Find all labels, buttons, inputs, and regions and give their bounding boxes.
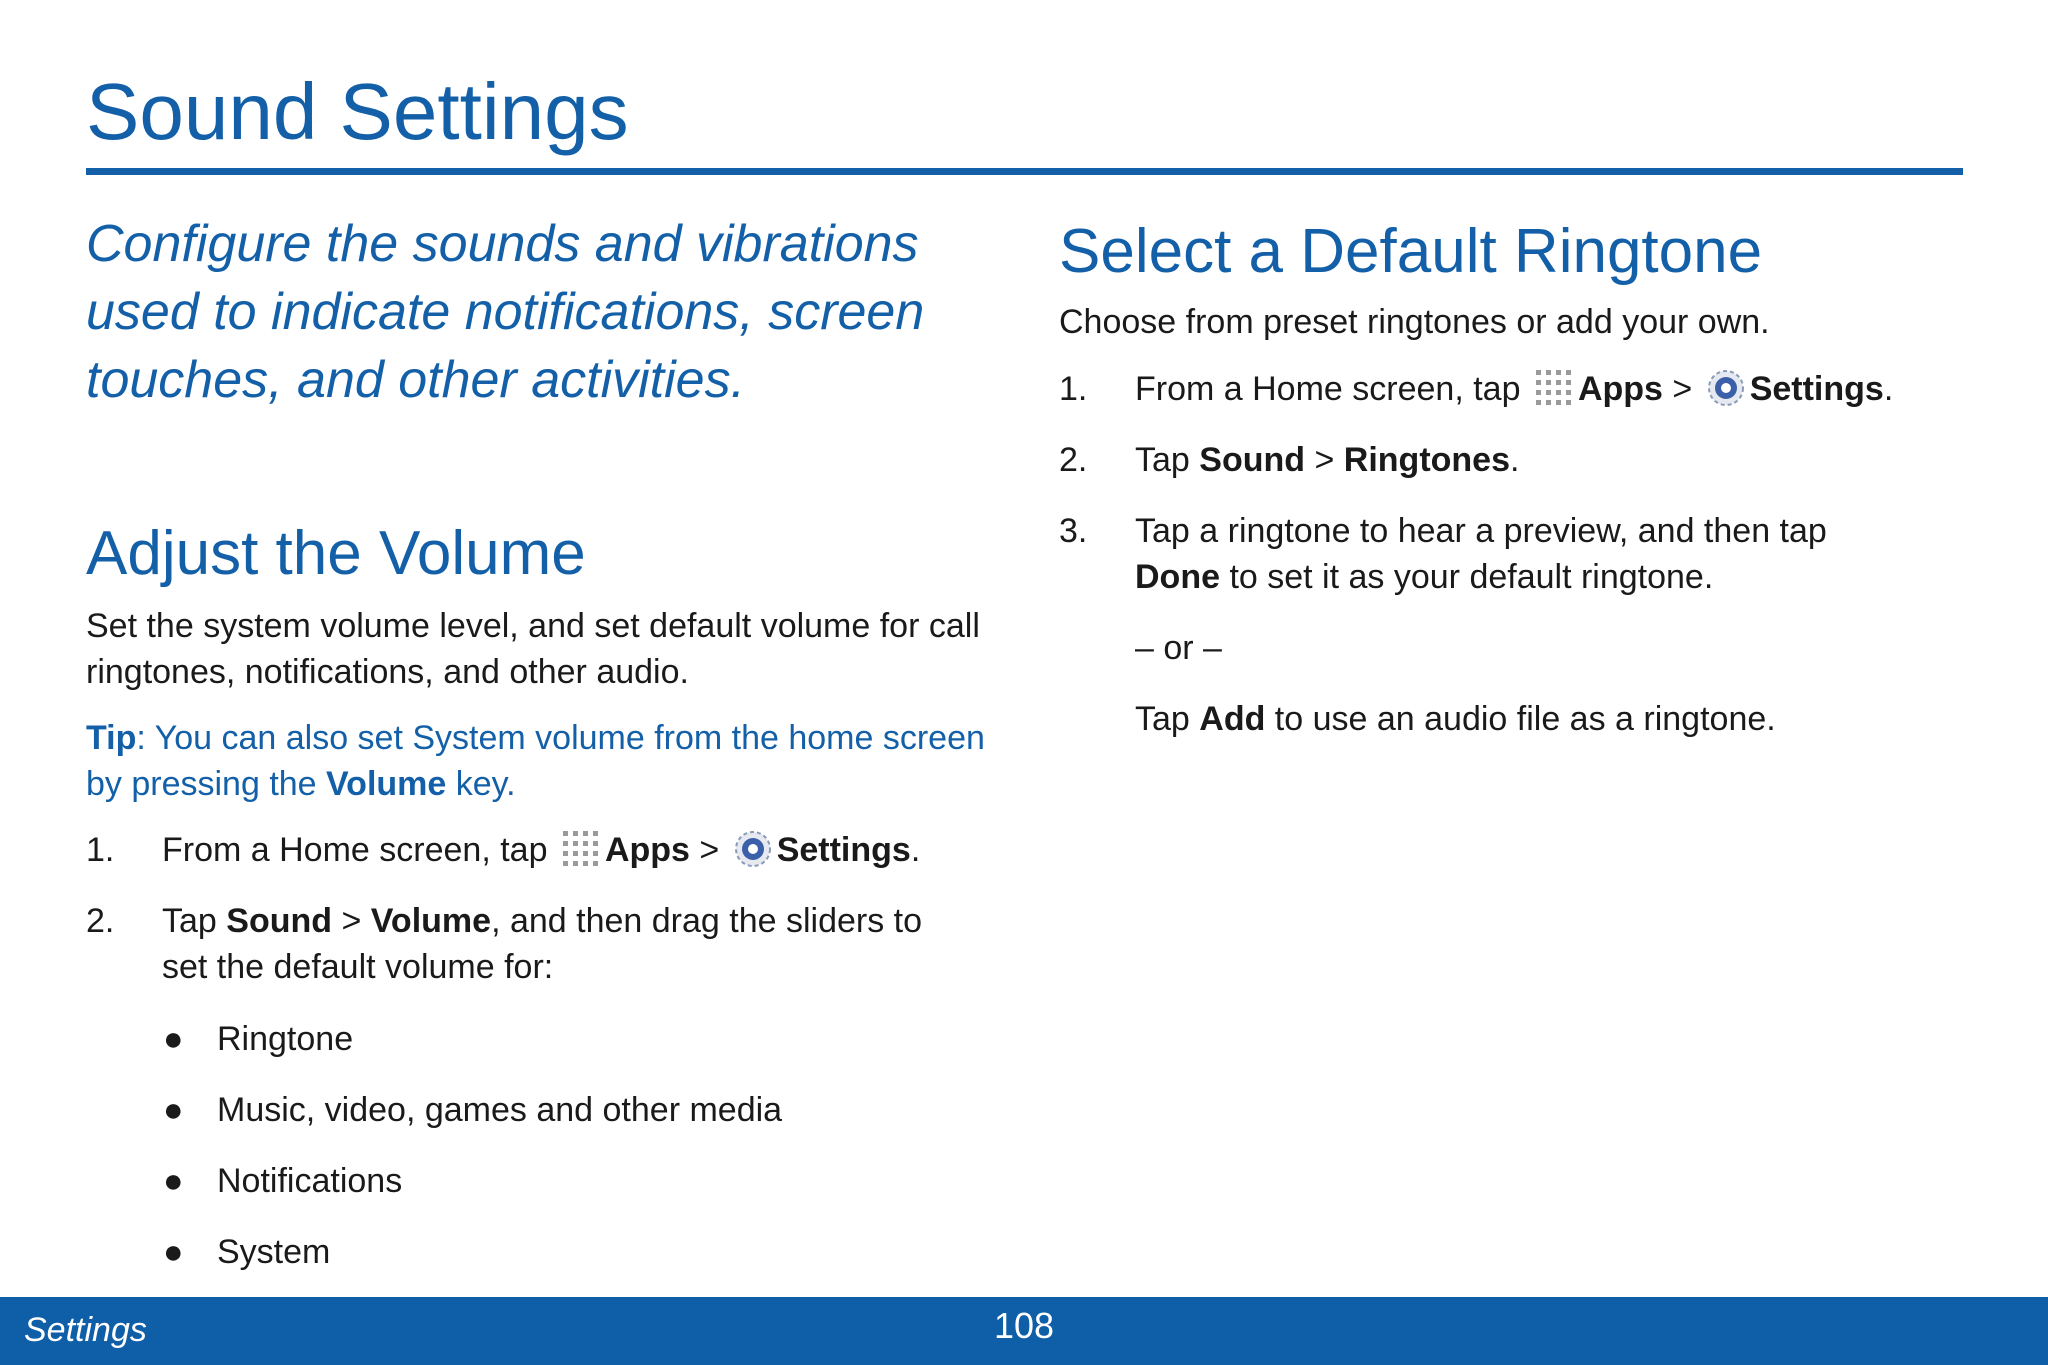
bullet-text: Music, video, games and other media: [217, 1091, 783, 1129]
sound-label: Sound: [1199, 441, 1306, 479]
tip-text-after: key.: [446, 765, 516, 803]
apps-grid-icon: [1534, 368, 1574, 408]
page-title: Sound Settings: [86, 67, 629, 156]
alt-text: Tap: [1135, 700, 1200, 738]
ringtone-heading: Select a Default Ringtone: [1059, 217, 1763, 286]
step-text: Tap a ringtone to hear a preview, and then tap: [1135, 512, 1827, 550]
settings-label: Settings: [1749, 370, 1884, 408]
tip-text-before: : You can also set System volume from the home screen by pressing the: [86, 719, 985, 803]
step-text-line2: set the default volume for:: [162, 948, 554, 986]
apps-label: Apps: [604, 831, 690, 869]
period: .: [1510, 441, 1520, 479]
apps-grid-icon: [561, 829, 601, 869]
bullet-dot: ●: [163, 1162, 184, 1200]
step-number: 2.: [1059, 441, 1088, 479]
step-text: From a Home screen, tap: [162, 831, 548, 869]
separator: >: [1672, 370, 1693, 408]
separator: >: [332, 902, 371, 940]
tip-note: [86, 715, 1006, 807]
period: .: [1883, 370, 1894, 408]
step-number: 3.: [1059, 512, 1088, 550]
or-text: – or –: [1135, 629, 1222, 667]
alt-text-rest: to use an audio file as a ringtone.: [1265, 700, 1776, 738]
step-number: 1.: [86, 831, 115, 869]
step-number: 1.: [1059, 370, 1088, 408]
settings-gear-icon: [1706, 368, 1746, 408]
step-text: From a Home screen, tap: [1135, 370, 1521, 408]
step-text: Tap: [162, 902, 227, 940]
apps-label: Apps: [1577, 370, 1663, 408]
step-text: Tap: [1135, 441, 1200, 479]
footer-section-name: Settings: [24, 1311, 147, 1349]
ringtone-description: Choose from preset ringtones or add your own.: [1059, 303, 1770, 341]
bullet-text: System: [217, 1233, 331, 1271]
bullet-text: Notifications: [217, 1162, 403, 1200]
page-number: 108: [993, 1305, 1055, 1346]
tip-label: Tip: [86, 719, 137, 757]
separator: >: [1305, 441, 1344, 479]
step-number: 2.: [86, 902, 115, 940]
tip-key: Volume: [326, 765, 447, 803]
page-footer: [0, 1297, 2048, 1365]
sound-label: Sound: [226, 902, 333, 940]
settings-label: Settings: [776, 831, 911, 869]
bullet-dot: ●: [163, 1091, 184, 1129]
step-text-rest: to set it as your default ringtone.: [1220, 558, 1714, 596]
settings-gear-icon: [733, 829, 773, 869]
volume-label: Volume: [370, 902, 492, 940]
ringtones-label: Ringtones: [1343, 441, 1510, 479]
title-rule: [86, 168, 1963, 175]
bullet-dot: ●: [163, 1020, 184, 1058]
adjust-volume-description: Set the system volume level, and set default volume for call ringtones, notifications, and other audio.: [86, 607, 980, 691]
period: .: [910, 831, 921, 869]
done-label: Done: [1135, 558, 1220, 596]
bullet-text: Ringtone: [217, 1020, 354, 1058]
bullet-dot: ●: [163, 1233, 184, 1271]
intro-text: Configure the sounds and vibrations used to indicate notifications, screen touches, and other activities.: [86, 215, 925, 409]
step-text-rest: , and then drag the sliders to: [491, 902, 923, 940]
adjust-volume-heading: Adjust the Volume: [86, 519, 586, 588]
add-label: Add: [1199, 700, 1266, 738]
separator: >: [699, 831, 720, 869]
